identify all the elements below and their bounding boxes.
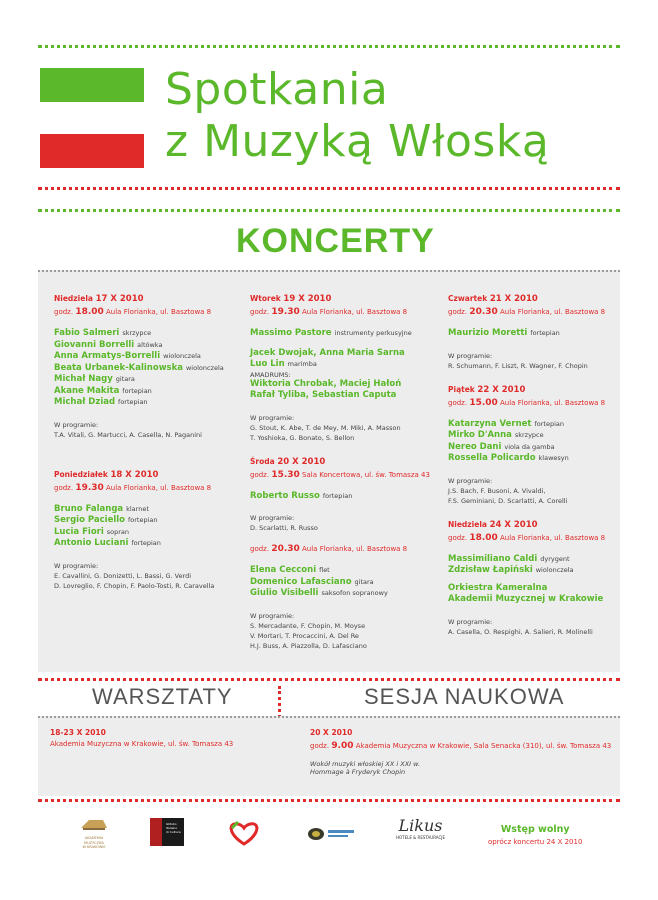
concert-column-2 <box>250 294 440 665</box>
program-heading: W programie: <box>54 420 99 429</box>
program-line: S. Mercadante, F. Chopin, M. Moyse <box>250 621 366 630</box>
warsztaty-heading: WARSZTATY <box>92 684 233 709</box>
title-line-2: z Muzyką Włoską <box>165 116 550 167</box>
institute-logo <box>150 818 184 846</box>
performer: Massimo Pastore instrumenty perkusyjne <box>250 328 412 338</box>
koncerty-heading: KONCERTY <box>236 222 435 260</box>
program-line: T. Yoshioka, G. Bonato, S. Bellon <box>250 433 355 442</box>
concert-time: godz. 20.30 Aula Florianka, ul. Basztowa 8 <box>250 544 408 554</box>
program-heading: W programie: <box>448 351 493 360</box>
concert-date: Piątek 22 X 2010 <box>448 384 526 395</box>
concert-column-1 <box>54 294 244 605</box>
performer: Giovanni Borrelli altówka <box>54 339 163 350</box>
performer: Lucia Fiori sopran <box>54 526 130 537</box>
title-line-1: Spotkania <box>165 64 389 115</box>
performer: Elena Cecconi flet <box>250 565 330 575</box>
program-heading: W programie: <box>250 611 295 620</box>
academy-logo <box>72 816 116 850</box>
program-heading: W programie: <box>54 561 99 570</box>
program-line: F.S. Geminiani, D. Scarlatti, A. Corelli <box>448 496 568 505</box>
orchestra-name: Orkiestra Kameralna <box>448 582 548 593</box>
program-line: V. Mortari, T. Procaccini, A. Del Re <box>250 631 359 640</box>
concert-time: godz. 18.00 Aula Florianka, ul. Basztowa 8 <box>54 307 212 317</box>
concert-time: godz. 18.00 Aula Florianka, ul. Basztowa 8 <box>448 532 606 543</box>
free-entry-label: Wstęp wolny <box>500 824 570 835</box>
performer: Anna Armatys-Borrelli wiolonczela <box>54 351 201 361</box>
performer: Rossella Policardo klawesyn <box>448 453 569 463</box>
concert-time: godz. 20.30 Aula Florianka, ul. Basztowa 8 <box>448 307 606 317</box>
performer: Luo Lin marimba <box>250 359 317 369</box>
concert-date: Niedziela 24 X 2010 <box>448 519 538 530</box>
piano-icon <box>79 816 109 832</box>
program-line: R. Schumann, F. Liszt, R. Wagner, F. Chopin <box>448 361 588 370</box>
concert-date: Środa 20 X 2010 <box>250 456 326 467</box>
program-line: D. Scarlatti, R. Russo <box>250 524 318 532</box>
sesja-heading: SESJA NAUKOWA <box>364 684 565 709</box>
performer: Roberto Russo fortepian <box>250 490 353 501</box>
performer: Akane Makita fortepian <box>54 385 152 396</box>
performer: Domenico Lafasciano gitara <box>250 576 374 587</box>
concert-time: godz. 19.30 Aula Florianka, ul. Basztowa 8 <box>54 482 212 493</box>
performer: Wiktoria Chrobak, Maciej Hałoń <box>250 378 402 389</box>
concert-time: godz. 15.30 Sala Koncertowa, ul. św. Tomasza 43 <box>250 469 430 480</box>
partner-icon <box>306 822 356 842</box>
warsztaty-venue: Akademia Muzyczna w Krakowie, ul. św. Tomasza 43 <box>50 740 234 748</box>
concert-time: godz. 19.30 Aula Florianka, ul. Basztowa 8 <box>250 307 408 317</box>
bottom-panel-rule <box>38 716 620 718</box>
sesja-info <box>310 728 611 776</box>
performer: Zdzisław Łapiński wiolonczela <box>448 565 574 575</box>
free-entry-note <box>488 824 582 848</box>
warsztaty-info <box>50 728 233 750</box>
concert-18-10 <box>54 470 244 591</box>
performer: Rafał Tyliba, Sebastian Caputa <box>250 390 397 400</box>
concert-22-10 <box>448 385 620 506</box>
flag-green <box>40 68 144 102</box>
academy-logo-text: AKADEMIA MUZYCZNA W KRAKOWIE <box>82 836 106 849</box>
program-heading: W programie: <box>250 413 295 422</box>
heart-logo <box>224 818 264 850</box>
ensemble-label: AMADRUMS: <box>250 370 291 379</box>
performer: Michał Nagy gitara <box>54 374 135 384</box>
sesja-date: 20 X 2010 <box>310 728 353 737</box>
concert-date: Poniedziałek 18 X 2010 <box>54 469 159 480</box>
heart-icon <box>224 818 264 846</box>
concerts-panel <box>38 270 620 672</box>
performer: Mirko D'Anna skrzypce <box>448 430 544 440</box>
top-divider <box>38 45 620 48</box>
concert-21-10 <box>448 294 620 371</box>
bottom-panel <box>38 716 620 796</box>
performer: Katarzyna Vernet fortepian <box>448 418 564 429</box>
program-heading: W programie: <box>448 476 493 485</box>
performer: Jacek Dwojak, Anna Maria Sarna <box>250 347 405 358</box>
concert-19-10 <box>250 294 440 443</box>
program-heading: W programie: <box>250 514 295 522</box>
institute-logo-text: Istituto Italiano di Cultura <box>166 822 181 834</box>
program-line: G. Stout, K. Abe, T. de Mey, M. Miki, A. Masson <box>250 423 401 432</box>
performer: Giulio Visibelli saksofon sopranowy <box>250 588 388 598</box>
concert-date: Czwartek 21 X 2010 <box>448 294 538 304</box>
concert-date: Wtorek 19 X 2010 <box>250 294 332 304</box>
performer: Fabio Salmeri skrzypce <box>54 328 152 338</box>
sesja-topic: Wokół muzyki włoskiej XX i XXI w. <box>310 760 421 768</box>
free-entry-exception: oprócz koncertu 24 X 2010 <box>488 838 583 846</box>
likus-logo-subtext: HOTELE & RESTAURACJE <box>396 835 445 840</box>
performer: Sergio Paciello fortepian <box>54 515 158 525</box>
program-line: H.J. Buss, A. Piazzolla, D. Lafasciano <box>250 641 367 650</box>
warsztaty-dates: 18-23 X 2010 <box>50 728 106 737</box>
performer: Maurizio Moretti fortepian <box>448 328 560 338</box>
program-heading: W programie: <box>448 617 493 626</box>
performer: Bruno Falanga klarnet <box>54 503 149 514</box>
program-line: A. Casella, O. Respighi, A. Salieri, R. Molinelli <box>448 627 593 636</box>
concert-17-10 <box>54 294 244 440</box>
program-line: J.S. Bach, F. Busoni, A. Vivaldi, <box>448 486 546 495</box>
performer: Massimiliano Caldi dyrygent <box>448 553 570 564</box>
concert-time: godz. 15.00 Aula Florianka, ul. Basztowa 8 <box>448 397 606 408</box>
title-divider-green <box>38 209 620 212</box>
program-line: E. Cavallini, G. Donizetti, L. Bassi, G. Verdi <box>54 571 192 580</box>
sesja-time: godz. 9.00 Akademia Muzyczna w Krakowie, Sala Senacka (310), ul. św. Tomasza 43 <box>310 741 612 751</box>
performer: Beata Urbanek-Kalinowska wiolonczela <box>54 362 224 373</box>
likus-logo <box>396 816 445 840</box>
flag-red <box>40 134 144 168</box>
program-line: D. Lovreglio, F. Chopin, F. Paolo-Tosti, R. Caravella <box>54 581 215 590</box>
performer: Nereo Dani viola da gamba <box>448 441 555 452</box>
title-divider-red <box>38 187 620 190</box>
sesja-topic: Hommage à Fryderyk Chopin <box>310 768 406 776</box>
concert-column-3 <box>448 294 620 651</box>
concert-date: Niedziela 17 X 2010 <box>54 294 144 304</box>
performer: Michał Dziad fortepian <box>54 397 148 407</box>
orchestra-name: Akademii Muzycznej w Krakowie <box>448 594 604 604</box>
panel-top-rule <box>38 270 620 272</box>
bottom-section-top-divider <box>38 678 620 681</box>
partner-logo <box>306 822 356 846</box>
program-line: T.A. Vitali, G. Martucci, A. Casella, N. Paganini <box>54 430 202 439</box>
likus-logo-text: Likus <box>398 816 443 835</box>
concert-20-10 <box>250 457 440 651</box>
concert-24-10 <box>448 520 620 637</box>
footer-divider <box>38 799 620 802</box>
performer: Antonio Luciani fortepian <box>54 538 161 548</box>
